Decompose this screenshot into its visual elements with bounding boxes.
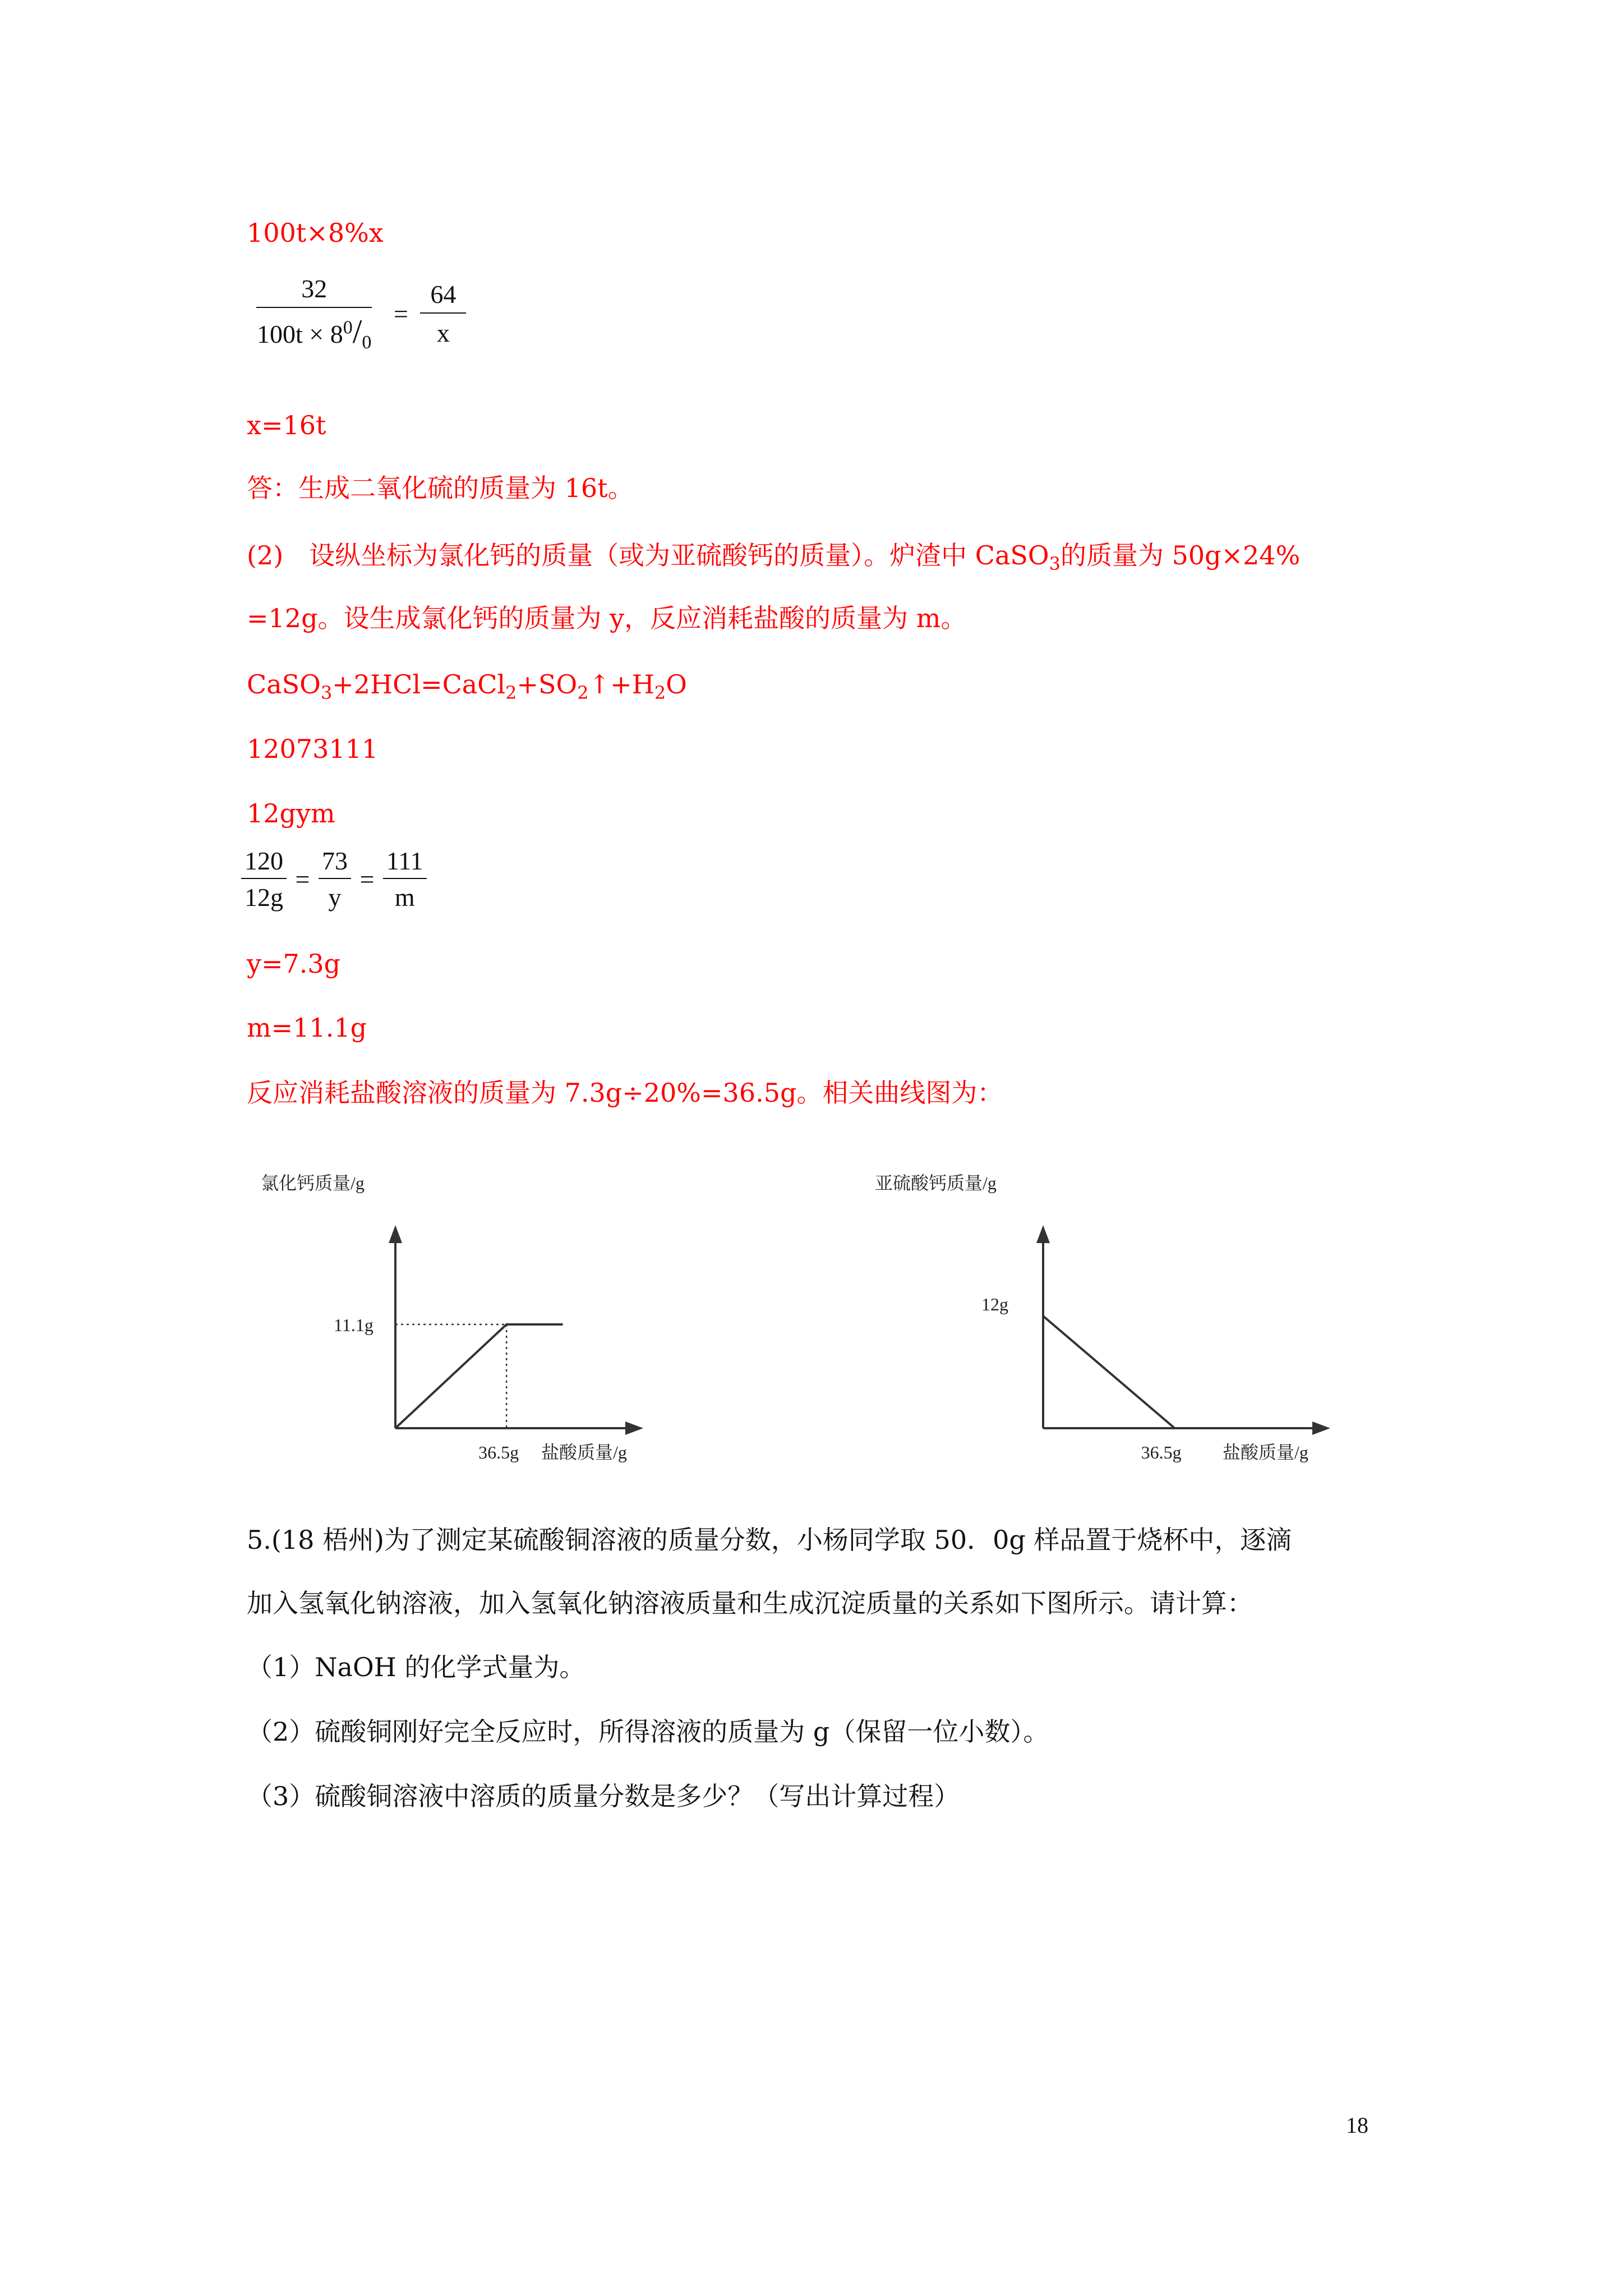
fraction-left-numerator: 32 (256, 274, 372, 308)
eq-part: O (666, 669, 687, 700)
part2-line1-sub: 3 (1049, 553, 1061, 574)
result-x: x=16t (247, 410, 326, 440)
eq-part: +SO (517, 669, 578, 700)
conclusion-line: 反应消耗盐酸溶液的质量为 7.3g÷20%=36.5g。相关曲线图为： (247, 1078, 1003, 1108)
x-axis-label: 盐酸质量/g (1223, 1442, 1308, 1462)
eq-part: ↑+H (588, 669, 654, 700)
y-axis-label: 氯化钙质量/g (261, 1173, 365, 1193)
fraction-b-den: y (328, 883, 342, 912)
part2-line1 (247, 539, 1300, 581)
equals-sign: = (295, 864, 310, 894)
fraction-right (420, 279, 466, 348)
eq-part: CaSO (247, 669, 321, 700)
equals-sign: = (359, 864, 375, 894)
chemical-equation (247, 668, 687, 710)
percent-slash: / (352, 313, 362, 350)
fraction-b-num: 73 (319, 846, 351, 879)
series-line (395, 1324, 563, 1428)
fraction-left (247, 274, 381, 353)
answer-line: 答：生成二氧化硫的质量为 16t。 (247, 473, 634, 503)
variables: 12gym (247, 798, 335, 829)
denominator-prefix: 100t × 8 (257, 320, 343, 348)
setup-line: 100t×8%x (247, 218, 384, 248)
proportion-fraction-1 (247, 274, 466, 353)
result-y: y=7.3g (247, 949, 341, 979)
y-tick-label: 12g (981, 1294, 1008, 1314)
percent-sub: 0 (362, 332, 372, 353)
q5-line2: 加入氢氧化钠溶液，加入氢氧化钠溶液质量和生成沉淀质量的关系如下图所示。请计算： (247, 1588, 1253, 1618)
x-tick-label: 36.5g (1141, 1442, 1182, 1462)
result-m: m=11.1g (247, 1013, 367, 1043)
fraction-c-den: m (394, 883, 415, 912)
calcium-sulfite-chart (864, 1167, 1346, 1481)
fraction-left-denominator (247, 308, 381, 353)
x-axis-arrow (1312, 1421, 1330, 1435)
fraction-a (241, 846, 287, 912)
y-axis-label: 亚硫酸钙质量/g (875, 1173, 997, 1193)
fraction-a-den: 12g (245, 883, 283, 912)
percent-sup: 0 (343, 317, 353, 338)
eq-sub: 3 (320, 682, 333, 703)
proportion-fraction-2 (241, 846, 427, 912)
x-tick-label: 36.5g (478, 1442, 519, 1462)
part2-line2: =12g。设生成氯化钙的质量为 y，反应消耗盐酸的质量为 m。 (247, 603, 967, 633)
y-axis-arrow (389, 1225, 402, 1243)
eq-sub: 2 (577, 682, 589, 703)
eq-sub: 2 (654, 682, 666, 703)
fraction-right-denominator: x (436, 319, 450, 348)
part2-line1-text: (2) 设纵坐标为氯化钙的质量（或为亚硫酸钙的质量）。炉渣中 CaSO (247, 540, 1049, 570)
part2-line1-end: 的质量为 50g×24% (1061, 540, 1301, 570)
page-number: 18 (1346, 2113, 1368, 2138)
fraction-c-num: 111 (383, 846, 427, 879)
q5-part1: （1）NaOH 的化学式量为。 (247, 1652, 585, 1682)
q5-part2: （2）硫酸铜刚好完全反应时，所得溶液的质量为 g（保留一位小数）。 (247, 1717, 1049, 1747)
x-axis-arrow (625, 1421, 643, 1435)
fraction-right-numerator: 64 (420, 279, 466, 314)
fraction-a-num: 120 (241, 846, 287, 879)
series-line (1043, 1316, 1175, 1428)
fraction-b (319, 846, 351, 912)
equals-sign: = (393, 299, 408, 328)
y-tick-label: 11.1g (334, 1315, 374, 1335)
q5-line1: 5.(18 梧州)为了测定某硫酸铜溶液的质量分数，小杨同学取 50．0g 样品置于烧杯中，逐滴 (247, 1525, 1292, 1555)
eq-sub: 2 (505, 682, 517, 703)
y-axis-arrow (1036, 1225, 1050, 1243)
x-axis-label: 盐酸质量/g (541, 1442, 627, 1462)
fraction-c (383, 846, 427, 912)
eq-part: +2HCl=CaCl (332, 669, 506, 700)
molar-masses: 12073111 (247, 734, 379, 764)
q5-part3: （3）硫酸铜溶液中溶质的质量分数是多少？（写出计算过程） (247, 1781, 960, 1811)
calcium-chloride-chart (255, 1167, 693, 1481)
